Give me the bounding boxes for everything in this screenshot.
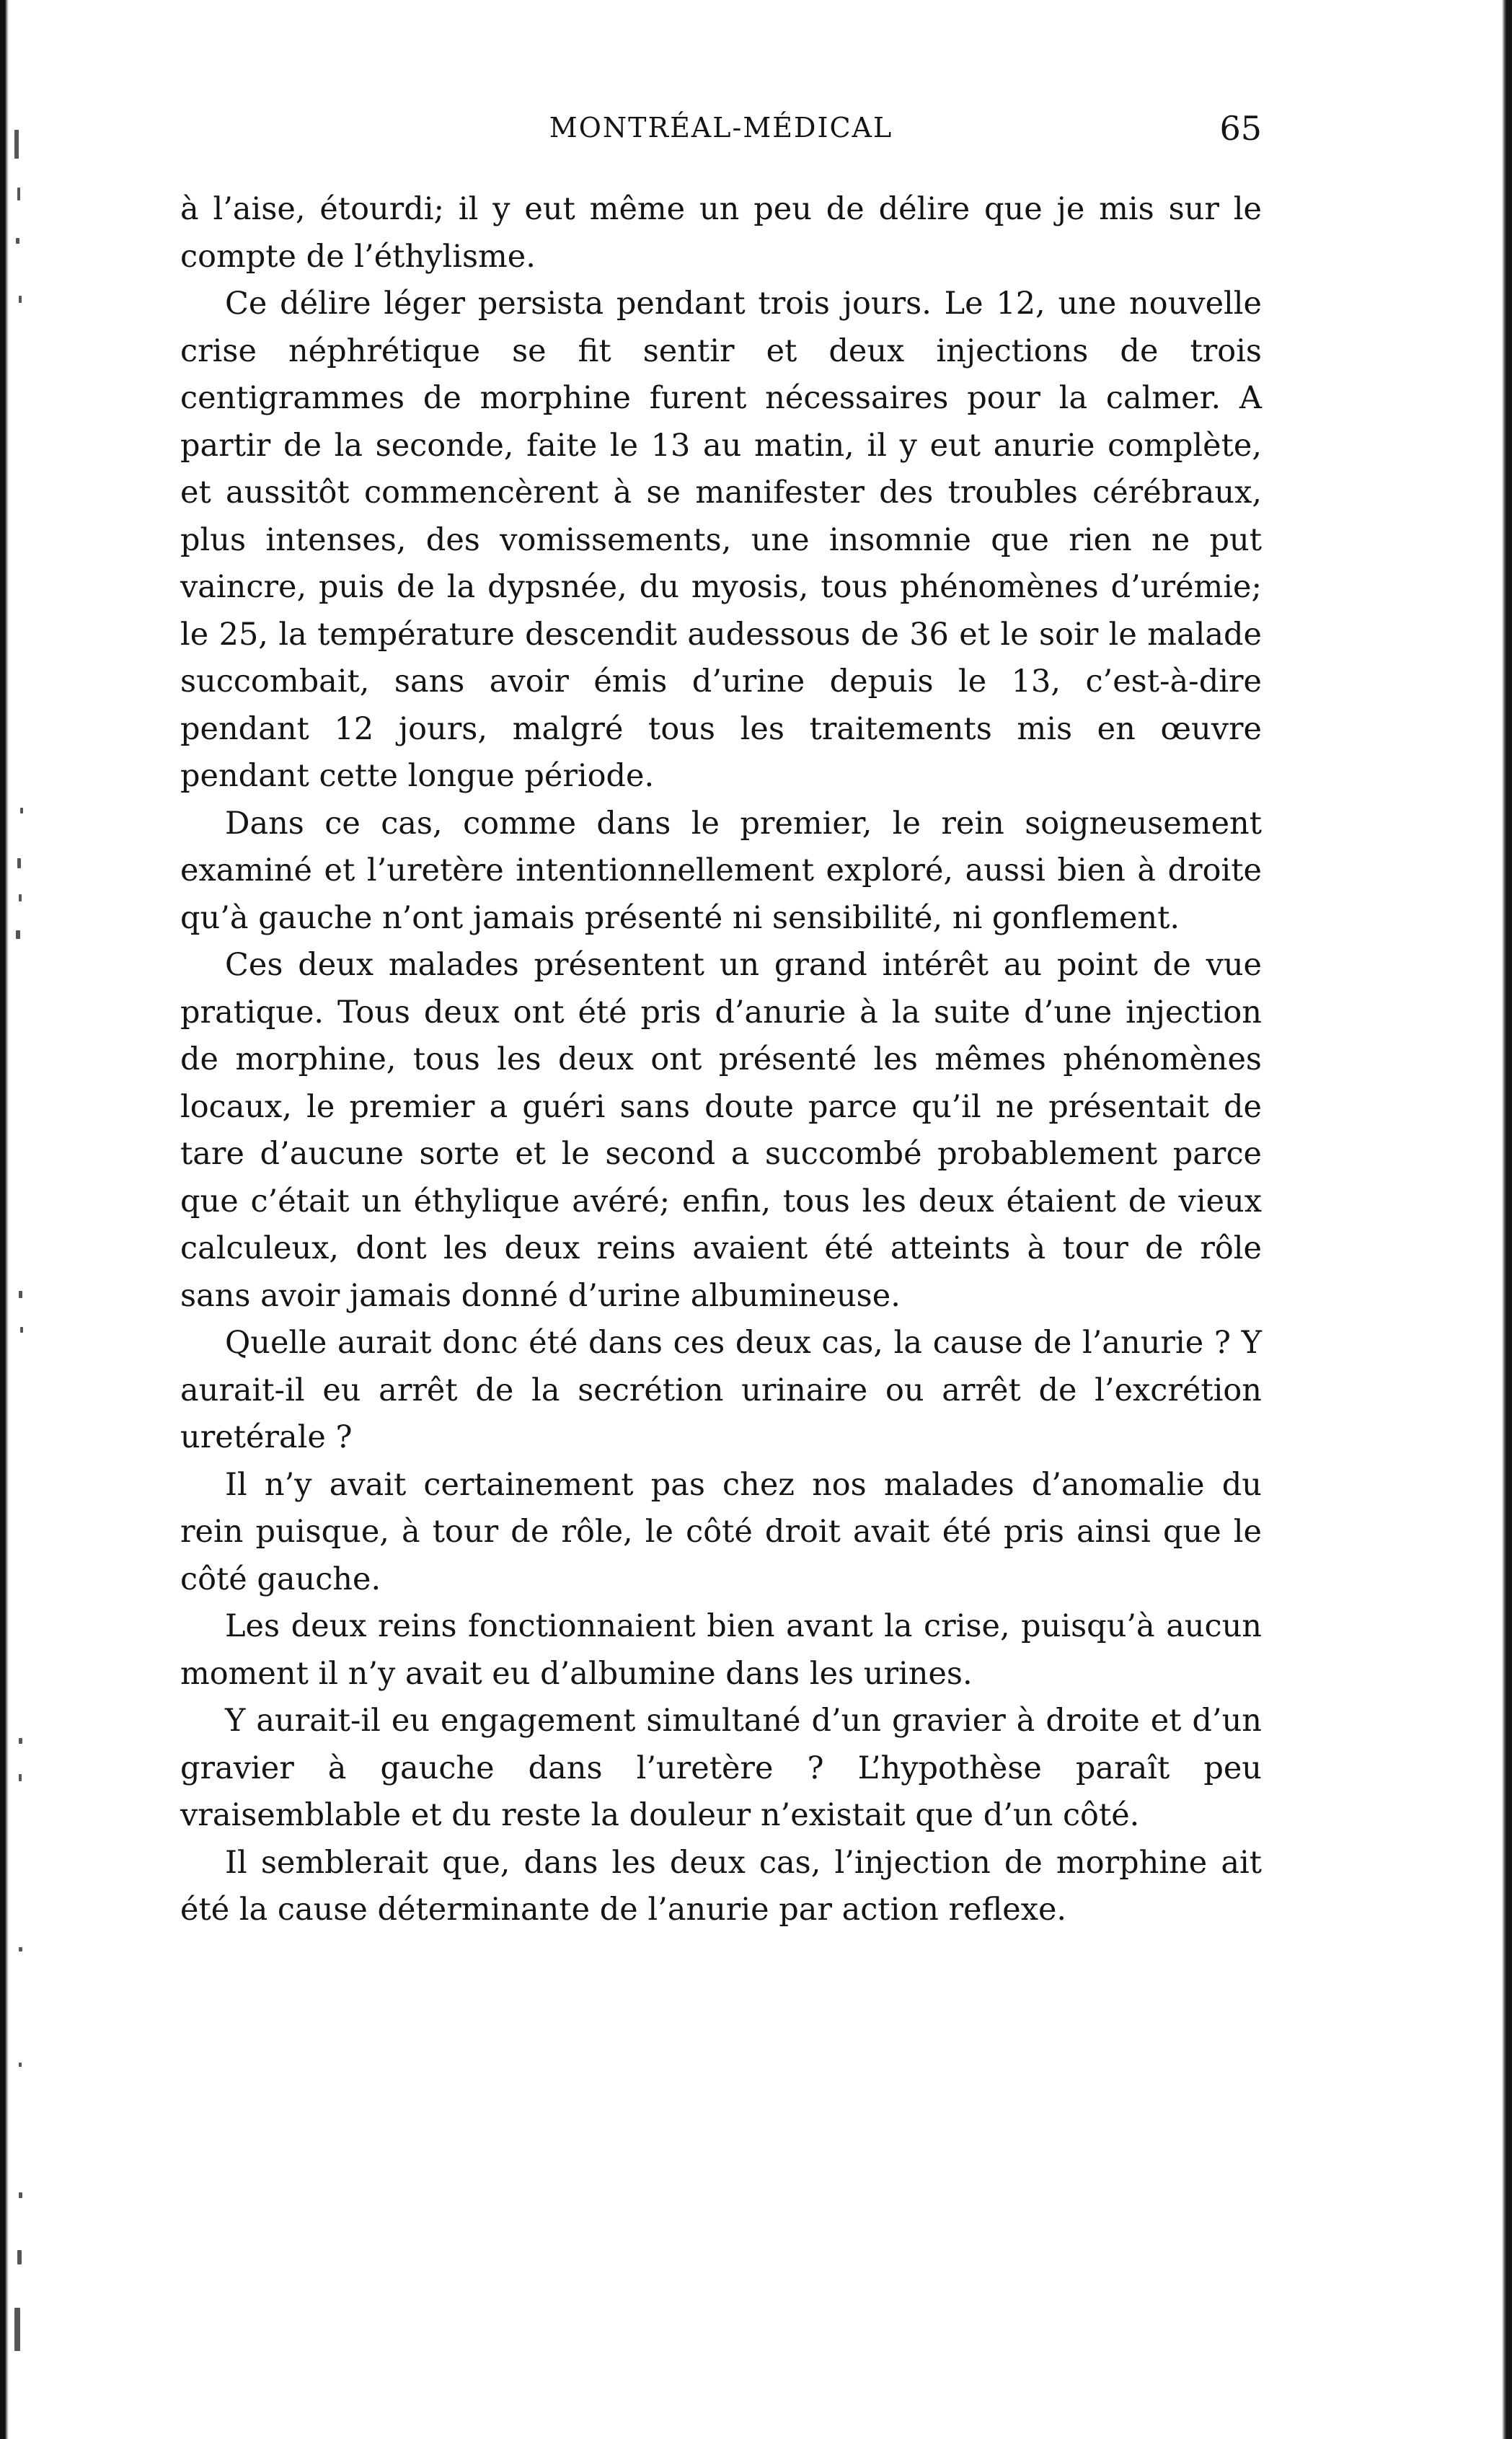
paragraph-7: Les deux reins fonctionnaient bien avant la crise, puisqu’à aucun moment il n’y avait eu d’albumine dans les urines. — [180, 1608, 1262, 1692]
right-scan-edge — [1502, 0, 1512, 2439]
paragraph-9: Il semblerait que, dans les deux cas, l’injection de morphine ait été la cause déterminante de l’anurie par action reflexe. — [180, 1844, 1262, 1928]
scan-noise-specks — [10, 0, 46, 2439]
paragraph-1: à l’aise, étourdi; il y eut même un peu de délire que je mis sur le compte de l’éthylisme. — [180, 191, 1262, 275]
paragraph-8: Y aurait-il eu engagement simultané d’un gravier à droite et d’un gravier à gauche dans l’uretère ? L’hypothèse paraît peu vraisemblable et du reste la douleur n’existait que d’un côté. — [180, 1703, 1262, 1833]
paragraph-3: Dans ce cas, comme dans le premier, le rein soigneusement examiné et l’uretère intentionnellement exploré, aussi bien à droite qu’à gauche n’ont jamais présenté ni sensibilité, ni gonflement. — [180, 805, 1262, 936]
page-header — [180, 109, 1262, 155]
page-number: 65 — [1219, 109, 1262, 148]
paragraph-2: Ce délire léger persista pendant trois jours. Le 12, une nouvelle crise néphrétique se fit sentir et deux injections de trois centigrammes de morphine furent nécessaires pour la calmer. A partir de la seconde, faite le 13 au matin, il y eut anurie complète, et aussitôt commencèrent à se manifester des troubles cérébraux, plus intenses, des vomissements, une insomnie que rien ne put vaincre, puis de la dypsnée, du myosis, tous phénomènes d’urémie; le 25, la température descendit audessous de 36 et le soir le malade succombait, sans avoir émis d’urine depuis le 13, c’est-à-dire pendant 12 jours, malgré tous les traitements mis en œuvre pendant cette longue période. — [180, 286, 1262, 794]
body-text — [180, 186, 1262, 1934]
left-binding-edge — [0, 0, 9, 2439]
paragraph-5: Quelle aurait donc été dans ces deux cas, la cause de l’anurie ? Y aurait-il eu arrêt de la secrétion urinaire ou arrêt de l’excrétion uretérale ? — [180, 1325, 1262, 1455]
paragraph-4: Ces deux malades présentent un grand intérêt au point de vue pratique. Tous deux ont été pris d’anurie à la suite d’une injection de morphine, tous les deux ont présenté les mêmes phénomènes locaux, le premier a guéri sans doute parce qu’il ne présentait de tare d’aucune sorte et le second a succombé probablement parce que c’était un éthylique avéré; enfin, tous les deux étaient de vieux calculeux, dont les deux reins avaient été atteints à tour de rôle sans avoir jamais donné d’urine albumineuse. — [180, 947, 1262, 1314]
paragraph-6: Il n’y avait certainement pas chez nos malades d’anomalie du rein puisque, à tour de rôle, le côté droit avait été pris ainsi que le côté gauche. — [180, 1466, 1262, 1597]
running-title: MONTRÉAL-MÉDICAL — [549, 112, 893, 144]
